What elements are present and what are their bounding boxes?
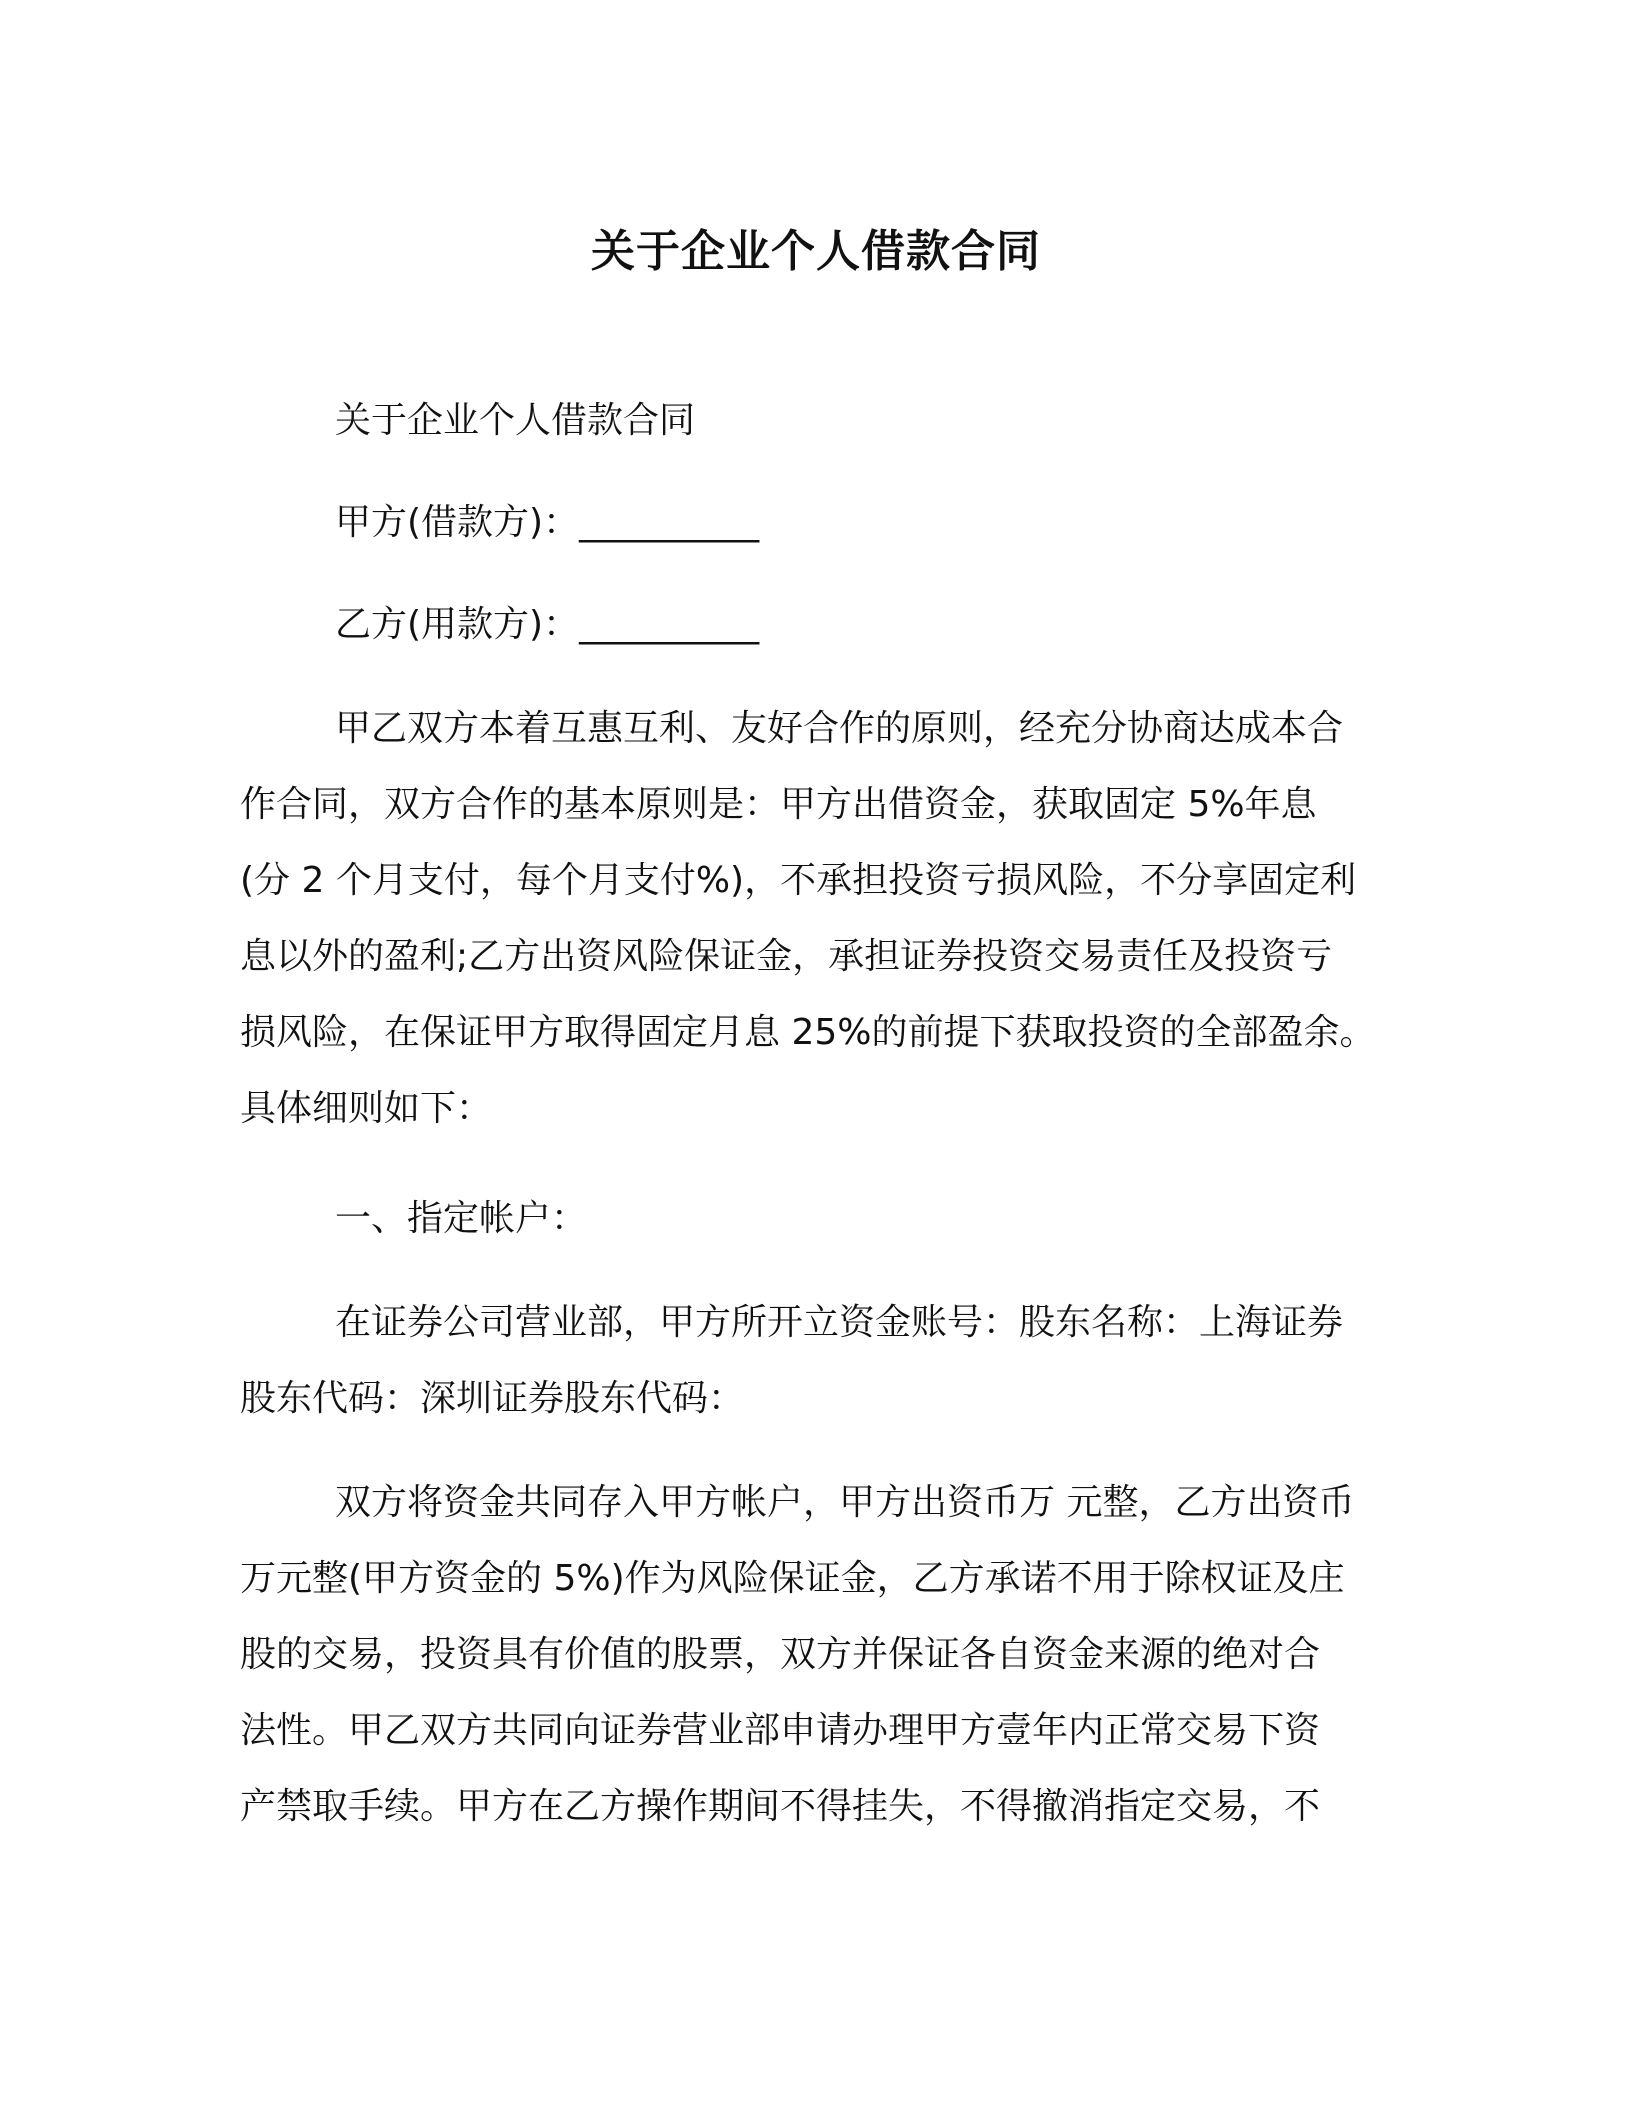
party-b-line: 乙方(用款方)：__________ (335, 604, 760, 645)
subtitle-line: 关于企业个人借款合同 (335, 400, 696, 441)
paragraph-line: 股的交易，投资具有价值的股票，双方并保证各自资金来源的绝对合 (240, 1634, 1321, 1675)
paragraph-line: (分 2 个月支付，每个月支付%)，不承担投资亏损风险，不分享固定利 (240, 860, 1357, 901)
paragraph-line: 万元整(甲方资金的 5%)作为风险保证金，乙方承诺不用于除权证及庄 (240, 1558, 1345, 1599)
paragraph-line: 息以外的盈利;乙方出资风险保证金，承担证券投资交易责任及投资亏 (240, 936, 1333, 977)
paragraph-line: 产禁取手续。甲方在乙方操作期间不得挂失，不得撤消指定交易，不 (240, 1786, 1321, 1827)
paragraph-line: 股东代码：深圳证券股东代码： (240, 1378, 745, 1419)
paragraph-line: 甲乙双方本着互惠互利、友好合作的原则，经充分协商达成本合 (335, 708, 1344, 749)
document-title: 关于企业个人借款合同 (591, 226, 1041, 277)
paragraph-line: 法性。甲乙双方共同向证券营业部申请办理甲方壹年内正常交易下资 (240, 1710, 1321, 1751)
paragraph-line: 具体细则如下： (240, 1088, 493, 1129)
section-heading: 一、指定帐户： (335, 1198, 588, 1239)
paragraph-line: 双方将资金共同存入甲方帐户，甲方出资币万 元整，乙方出资币 (335, 1482, 1355, 1523)
paragraph-line: 作合同，双方合作的基本原则是：甲方出借资金，获取固定 5%年息 (240, 784, 1317, 825)
paragraph-line: 在证券公司营业部，甲方所开立资金账号：股东名称：上海证券 (335, 1302, 1344, 1343)
party-a-line: 甲方(借款方)：__________ (335, 502, 760, 543)
paragraph-line: 损风险，在保证甲方取得固定月息 25%的前提下获取投资的全部盈余。 (240, 1012, 1376, 1053)
